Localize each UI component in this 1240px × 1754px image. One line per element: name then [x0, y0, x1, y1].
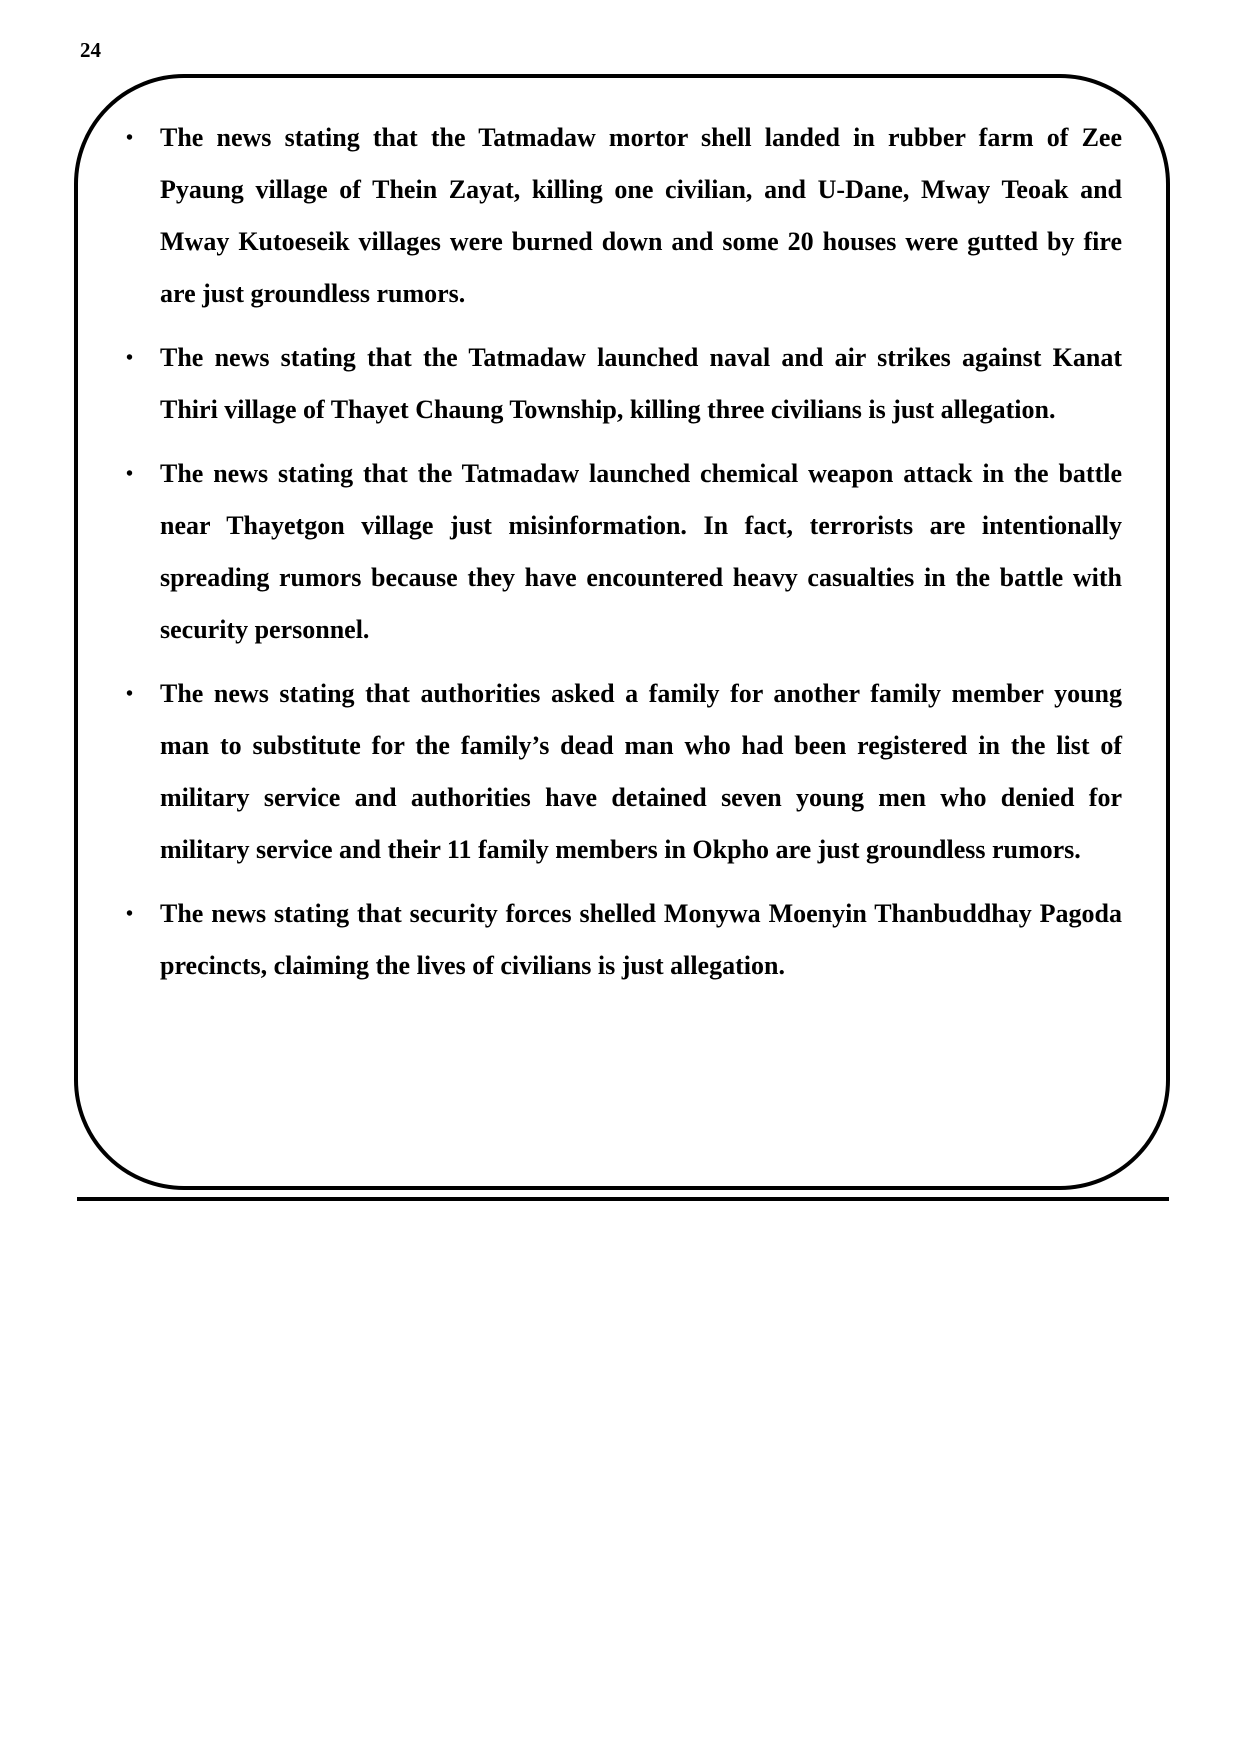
horizontal-divider	[77, 1197, 1169, 1201]
list-item-text: The news stating that the Tatmadaw mortor shell landed in rubber farm of Zee Pyaung village of Thein Zayat, killing one civilian, and U-Dane, Mway Teoak and Mway Kutoeseik villages were burned down and some 20 houses were gutted by fire are just groundless rumors.	[160, 123, 1122, 308]
bullet-list	[120, 112, 1122, 1004]
list-item-text: The news stating that authorities asked a family for another family member young man to substitute for the family’s dead man who had been registered in the list of military service and authorities have detained seven young men who denied for military service and their 11 family members in Okpho are just groundless rumors.	[160, 679, 1122, 864]
list-item	[120, 668, 1122, 876]
bullet-icon: •	[126, 347, 134, 369]
list-item	[120, 888, 1122, 992]
bullet-icon: •	[126, 463, 134, 485]
list-item	[120, 332, 1122, 436]
list-item	[120, 448, 1122, 656]
list-item	[120, 112, 1122, 320]
bullet-icon: •	[126, 127, 134, 149]
list-item-text: The news stating that the Tatmadaw launched naval and air strikes against Kanat Thiri village of Thayet Chaung Township, killing three civilians is just allegation.	[160, 343, 1122, 424]
list-item-text: The news stating that the Tatmadaw launched chemical weapon attack in the battle near Thayetgon village just misinformation. In fact, terrorists are intentionally spreading rumors because they have encountered heavy casualties in the battle with security personnel.	[160, 459, 1122, 644]
page-number: 24	[80, 38, 101, 62]
bullet-icon: •	[126, 903, 134, 925]
bullet-icon: •	[126, 683, 134, 705]
list-item-text: The news stating that security forces shelled Monywa Moenyin Thanbuddhay Pagoda precincts, claiming the lives of civilians is just allegation.	[160, 899, 1122, 980]
